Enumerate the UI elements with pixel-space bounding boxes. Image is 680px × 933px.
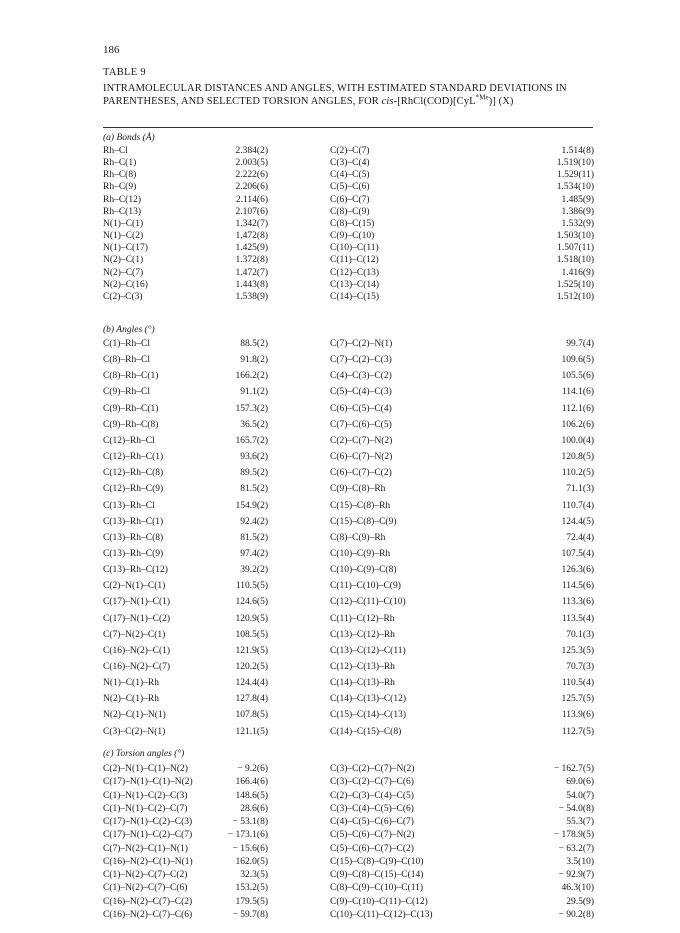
cell-right-value: 109.6(5): [561, 355, 594, 366]
cell-left-label: C(13)–Rh–C(8): [103, 532, 164, 543]
cell-left-label: N(1)–C(17): [103, 243, 148, 254]
caption-main: INTRAMOLECULAR DISTANCES AND ANGLES, WITH ESTIMATED STANDARD DEVIATIONS IN PARENTHESES, AND SELECTED TORSION ANGLES, FOR: [103, 83, 567, 107]
cell-right-value: 106.2(6): [561, 419, 594, 430]
cell-left-value: 81.5(2): [240, 484, 268, 495]
table-row: [0, 195, 680, 206]
cell-right-value: 1.514(8): [561, 146, 594, 156]
cell-left-label: C(3)–C(2)–N(1): [103, 726, 166, 737]
table-row: [0, 549, 680, 560]
caption-formula: -[RhCl(COD)[CyL: [393, 95, 476, 107]
cell-right-label: C(6)–C(5)–C(4): [330, 403, 392, 414]
cell-right-label: C(12)–C(13)–Rh: [330, 662, 395, 672]
cell-right-value: 114.5(6): [561, 581, 594, 592]
table-row: [0, 231, 680, 242]
cell-right-label: C(2)–C(7)–N(2): [330, 435, 393, 446]
cell-left-label: Rh–Cl: [103, 146, 128, 156]
cell-left-label: C(9)–Rh–C(8): [103, 419, 159, 430]
cell-left-label: N(1)–C(1): [103, 218, 144, 229]
cell-right-label: C(8)–C(15): [330, 218, 375, 229]
cell-right-label: C(14)–C(15): [330, 291, 380, 302]
cell-right-value: − 162.7(5): [553, 764, 594, 774]
cell-right-label: C(3)–C(4): [330, 158, 370, 169]
table-row: [0, 484, 680, 495]
cell-left-value: 179.5(5): [235, 896, 268, 907]
table-row: [0, 436, 680, 447]
cell-right-value: 120.8(5): [561, 452, 594, 463]
cell-left-label: C(17)–N(1)–C(2)–C(7): [103, 830, 193, 841]
cell-right-value: − 90.2(8): [558, 909, 594, 920]
cell-left-label: C(1)–N(1)–C(2)–C(3): [103, 790, 188, 801]
cell-right-label: C(14)–C(13)–C(12): [330, 694, 406, 705]
cell-left-label: Rh–C(8): [103, 170, 137, 181]
table-row: [0, 420, 680, 431]
table-row: [0, 910, 680, 921]
table-row: [0, 614, 680, 625]
cell-left-value: 88.5(2): [240, 339, 268, 349]
table-row: [0, 468, 680, 479]
cell-right-label: C(11)–C(12): [330, 255, 379, 266]
cell-left-value: 89.5(2): [240, 468, 268, 479]
cell-left-label: C(8)–Rh–Cl: [103, 355, 150, 366]
cell-left-label: N(2)–C(1)–Rh: [103, 694, 159, 705]
cell-right-label: C(10)–C(11)–C(12)–C(13): [330, 909, 433, 920]
table-row: [0, 517, 680, 528]
cell-right-value: 1.518(10): [556, 255, 594, 266]
table-row: [0, 727, 680, 738]
table-row: [0, 182, 680, 193]
cell-left-label: C(16)–N(2)–C(7): [103, 662, 171, 672]
cell-left-value: 1.425(9): [235, 243, 268, 254]
cell-right-label: C(12)–C(13): [330, 267, 380, 278]
table-row: [0, 207, 680, 218]
cell-left-value: 2.206(6): [235, 182, 268, 193]
cell-left-value: 39.2(2): [240, 565, 268, 576]
cell-right-value: − 63.2(7): [558, 843, 594, 854]
table-row: [0, 170, 680, 181]
cell-left-label: C(16)–N(2)–C(1): [103, 645, 171, 656]
cell-left-value: 1.443(8): [235, 279, 268, 290]
cell-right-label: C(4)–C(3)–C(2): [330, 371, 392, 382]
table-row: [0, 764, 680, 775]
section-angles-title: (b) Angles (°): [103, 325, 155, 335]
cell-left-value: 2.384(2): [235, 146, 268, 156]
cell-left-label: C(16)–N(2)–C(7)–C(2): [103, 896, 193, 907]
cell-right-label: C(7)–C(2)–C(3): [330, 355, 392, 366]
cell-right-label: C(13)–C(14): [330, 279, 380, 290]
cell-left-value: − 59.7(8): [232, 909, 268, 920]
table-row: [0, 883, 680, 894]
cell-right-label: C(15)–C(8)–C(9)–C(10): [330, 856, 424, 867]
cell-left-label: Rh–C(13): [103, 206, 141, 217]
cell-left-value: 91.1(2): [240, 387, 268, 398]
table-row: [0, 804, 680, 815]
cell-right-value: 110.5(4): [561, 678, 594, 689]
cell-left-value: 154.9(2): [235, 500, 268, 511]
cell-right-label: C(6)–C(7): [330, 194, 370, 205]
cell-right-value: 114.1(6): [561, 387, 594, 398]
cell-left-label: C(7)–N(2)–C(1): [103, 629, 166, 640]
cell-right-label: C(5)–C(6)–C(7)–C(2): [330, 843, 414, 854]
table-row: [0, 280, 680, 291]
cell-right-value: 105.5(6): [561, 371, 594, 382]
cell-left-label: C(2)–C(3): [103, 291, 143, 302]
cell-right-label: C(11)–C(12)–Rh: [330, 613, 395, 624]
cell-right-value: 54.0(7): [566, 790, 594, 801]
cell-right-value: 29.5(9): [566, 896, 594, 907]
table-row: [0, 565, 680, 576]
cell-left-label: C(1)–N(1)–C(2)–C(7): [103, 803, 188, 814]
cell-right-value: 124.4(5): [561, 516, 594, 527]
cell-left-value: − 9.2(6): [237, 764, 268, 774]
cell-right-value: 99.7(4): [566, 339, 594, 349]
table-row: [0, 452, 680, 463]
top-rule: [103, 127, 593, 128]
cell-right-label: C(9)–C(8)–Rh: [330, 484, 386, 495]
cell-right-value: 1.525(10): [556, 279, 594, 290]
cell-right-value: 70.7(3): [566, 662, 594, 672]
cell-left-value: 1.472(7): [235, 267, 268, 278]
cell-left-value: 97.4(2): [240, 548, 268, 559]
table-label: TABLE 9: [103, 67, 146, 78]
cell-left-value: 107.8(5): [235, 710, 268, 721]
cell-right-label: C(15)–C(8)–C(9): [330, 516, 397, 527]
cell-right-value: − 178.9(5): [553, 830, 594, 841]
cell-right-value: 113.3(6): [561, 597, 594, 608]
cell-left-label: Rh–C(9): [103, 182, 137, 193]
cell-left-value: 157.3(2): [235, 403, 268, 414]
cell-right-value: 1.485(9): [561, 194, 594, 205]
table-caption: [103, 83, 593, 108]
cell-left-value: 1.472(8): [235, 231, 268, 242]
cell-right-label: C(7)–C(2)–N(1): [330, 339, 393, 349]
cell-left-label: N(1)–C(2): [103, 231, 144, 242]
cell-left-label: C(17)–N(1)–C(2)–C(3): [103, 817, 193, 827]
table-row: [0, 630, 680, 641]
cell-left-value: 121.1(5): [235, 726, 268, 737]
cell-right-value: 112.1(6): [561, 403, 594, 414]
cell-right-value: 72.4(4): [566, 532, 594, 543]
section-torsion-title: (c) Torsion angles (°): [103, 749, 185, 759]
table-row: [0, 243, 680, 254]
cell-right-value: 1.507(11): [557, 243, 594, 254]
cell-left-label: C(1)–N(2)–C(7)–C(6): [103, 883, 188, 894]
cell-left-value: 2.222(6): [235, 170, 268, 181]
cell-right-value: 125.3(5): [561, 645, 594, 656]
table-row: [0, 292, 680, 303]
cell-left-value: 166.4(6): [235, 777, 268, 788]
table-row: [0, 777, 680, 788]
cell-right-value: 69.0(6): [566, 777, 594, 788]
cell-left-value: 81.5(2): [240, 532, 268, 543]
section-bonds-title: (a) Bonds (Å): [103, 133, 155, 143]
cell-right-label: C(3)–C(4)–C(5)–C(6): [330, 803, 414, 814]
cell-right-value: 71.1(3): [566, 484, 594, 495]
cell-left-label: Rh–C(1): [103, 158, 137, 169]
cell-right-label: C(6)–C(7)–C(2): [330, 468, 392, 479]
cell-right-value: 46.3(10): [561, 883, 594, 894]
table-row: [0, 255, 680, 266]
cell-right-label: C(3)–C(2)–C(7)–C(6): [330, 777, 414, 788]
cell-left-value: 2.003(5): [235, 158, 268, 169]
table-row: [0, 387, 680, 398]
cell-right-value: 107.5(4): [561, 548, 594, 559]
caption-italic: cis: [381, 95, 394, 107]
caption-superscript: *Me: [475, 93, 489, 102]
cell-left-label: C(16)–N(2)–C(1)–N(1): [103, 856, 193, 867]
cell-left-label: C(12)–Rh–Cl: [103, 435, 155, 446]
cell-right-label: C(8)–C(9)–Rh: [330, 532, 386, 543]
cell-left-label: C(12)–Rh–C(1): [103, 452, 164, 463]
cell-left-label: C(9)–Rh–Cl: [103, 387, 150, 398]
cell-left-value: 1.538(9): [235, 291, 268, 302]
table-row: [0, 268, 680, 279]
cell-left-label: C(9)–Rh–C(1): [103, 403, 159, 414]
cell-right-label: C(2)–C(7): [330, 146, 370, 156]
cell-left-label: C(1)–Rh–Cl: [103, 339, 150, 349]
table-row: [0, 581, 680, 592]
cell-left-value: 108.5(5): [235, 629, 268, 640]
table-row: [0, 857, 680, 868]
table-row: [0, 597, 680, 608]
cell-right-value: 1.529(11): [557, 170, 594, 181]
page-number: 186: [103, 44, 120, 56]
cell-right-label: C(11)–C(10)–C(9): [330, 581, 401, 592]
cell-left-label: C(13)–Rh–Cl: [103, 500, 155, 511]
cell-right-label: C(14)–C(13)–Rh: [330, 678, 395, 689]
cell-left-value: 121.9(5): [235, 645, 268, 656]
cell-left-value: 93.6(2): [240, 452, 268, 463]
cell-left-value: 120.2(5): [235, 662, 268, 672]
cell-right-value: − 92.9(7): [558, 870, 594, 880]
cell-left-value: 124.4(4): [235, 678, 268, 689]
cell-left-label: C(13)–Rh–C(1): [103, 516, 164, 527]
cell-left-value: 162.0(5): [235, 856, 268, 867]
cell-left-value: − 53.1(8): [232, 817, 268, 827]
cell-right-value: 55.3(7): [566, 817, 594, 827]
cell-left-label: C(16)–N(2)–C(7)–C(6): [103, 909, 193, 920]
cell-right-label: C(9)–C(10)–C(11)–C(12): [330, 896, 428, 907]
cell-right-label: C(8)–C(9): [330, 206, 370, 217]
cell-left-value: − 173.1(6): [227, 830, 268, 841]
cell-right-value: 1.534(10): [556, 182, 594, 193]
cell-left-label: C(13)–Rh–C(12): [103, 565, 168, 576]
cell-right-value: − 54.0(8): [558, 803, 594, 814]
cell-right-value: 110.7(4): [561, 500, 594, 511]
cell-left-label: C(17)–N(1)–C(1)–N(2): [103, 777, 193, 788]
cell-right-label: C(14)–C(15)–C(8): [330, 726, 402, 737]
cell-left-value: 165.7(2): [235, 435, 268, 446]
table-row: [0, 897, 680, 908]
cell-left-value: 28.6(6): [240, 803, 268, 814]
table-row: [0, 694, 680, 705]
cell-left-value: 1.342(7): [235, 218, 268, 229]
cell-right-label: C(2)–C(3)–C(4)–C(5): [330, 790, 414, 801]
cell-left-value: 166.2(2): [235, 371, 268, 382]
table-row: [0, 870, 680, 881]
cell-right-label: C(9)–C(8)–C(15)–C(14): [330, 870, 424, 880]
cell-right-value: 1.416(9): [561, 267, 594, 278]
cell-right-value: 70.1(3): [566, 629, 594, 640]
cell-right-value: 3.5(10): [566, 856, 594, 867]
cell-right-value: 100.0(4): [561, 435, 594, 446]
cell-left-value: 2.107(6): [235, 206, 268, 217]
table-row: [0, 817, 680, 828]
cell-left-value: 120.9(5): [235, 613, 268, 624]
cell-right-label: C(10)–C(11): [330, 243, 379, 254]
cell-left-label: C(13)–Rh–C(9): [103, 548, 164, 559]
cell-right-label: C(7)–C(6)–C(5): [330, 419, 392, 430]
cell-right-value: 1.519(10): [556, 158, 594, 169]
cell-left-value: 32.3(5): [240, 870, 268, 880]
table-row: [0, 646, 680, 657]
cell-left-value: 124.6(5): [235, 597, 268, 608]
cell-left-label: C(12)–Rh–C(8): [103, 468, 164, 479]
cell-left-value: − 15.6(6): [232, 843, 268, 854]
cell-left-value: 1.372(8): [235, 255, 268, 266]
cell-right-value: 125.7(5): [561, 694, 594, 705]
cell-left-value: 153.2(5): [235, 883, 268, 894]
table-row: [0, 404, 680, 415]
table-row: [0, 355, 680, 366]
cell-right-label: C(4)–C(5): [330, 170, 370, 181]
cell-left-label: Rh–C(12): [103, 194, 141, 205]
cell-right-label: C(13)–C(12)–C(11): [330, 645, 406, 656]
cell-left-label: C(7)–N(2)–C(1)–N(1): [103, 843, 188, 854]
cell-left-label: C(17)–N(1)–C(1): [103, 597, 171, 608]
cell-left-label: N(2)–C(16): [103, 279, 148, 290]
cell-right-label: C(6)–C(7)–N(2): [330, 452, 393, 463]
table-row: [0, 533, 680, 544]
table-row: [0, 830, 680, 841]
cell-right-label: C(12)–C(11)–C(10): [330, 597, 406, 608]
table-row: [0, 678, 680, 689]
cell-left-label: C(1)–N(2)–C(7)–C(2): [103, 870, 188, 880]
table-row: [0, 710, 680, 721]
table-row: [0, 791, 680, 802]
cell-left-label: N(2)–C(1)–N(1): [103, 710, 166, 721]
table-row: [0, 339, 680, 350]
cell-right-label: C(10)–C(9)–Rh: [330, 548, 391, 559]
cell-right-value: 126.3(6): [561, 565, 594, 576]
cell-left-label: C(8)–Rh–C(1): [103, 371, 159, 382]
table-row: [0, 844, 680, 855]
cell-left-label: C(2)–N(1)–C(1)–N(2): [103, 764, 188, 774]
cell-left-label: N(1)–C(1)–Rh: [103, 678, 159, 689]
caption-end: )] (X): [488, 95, 514, 107]
cell-right-label: C(5)–C(4)–C(3): [330, 387, 392, 398]
table-row: [0, 158, 680, 169]
cell-left-value: 36.5(2): [240, 419, 268, 430]
cell-left-value: 91.8(2): [240, 355, 268, 366]
cell-left-label: C(12)–Rh–C(9): [103, 484, 164, 495]
cell-left-label: C(17)–N(1)–C(2): [103, 613, 171, 624]
cell-right-value: 1.532(9): [561, 218, 594, 229]
cell-right-value: 110.2(5): [561, 468, 594, 479]
cell-left-value: 110.5(5): [235, 581, 268, 592]
table-row: [0, 371, 680, 382]
cell-left-label: C(2)–N(1)–C(1): [103, 581, 166, 592]
cell-right-label: C(5)–C(6): [330, 182, 370, 193]
cell-right-label: C(10)–C(9)–C(8): [330, 565, 397, 576]
cell-right-label: C(4)–C(5)–C(6)–C(7): [330, 817, 414, 827]
cell-right-label: C(3)–C(2)–C(7)–N(2): [330, 764, 415, 774]
cell-left-value: 92.4(2): [240, 516, 268, 527]
cell-right-value: 113.5(4): [561, 613, 594, 624]
cell-right-value: 113.9(6): [561, 710, 594, 721]
cell-right-label: C(15)–C(8)–Rh: [330, 500, 391, 511]
cell-left-value: 127.8(4): [235, 694, 268, 705]
cell-left-value: 148.6(5): [235, 790, 268, 801]
cell-right-value: 1.503(10): [556, 231, 594, 242]
cell-right-label: C(5)–C(6)–C(7)–N(2): [330, 830, 415, 841]
cell-right-label: C(13)–C(12)–Rh: [330, 629, 395, 640]
cell-right-value: 1.386(9): [561, 206, 594, 217]
table-row: [0, 662, 680, 673]
cell-right-label: C(8)–C(9)–C(10)–C(11): [330, 883, 424, 894]
cell-left-label: N(2)–C(7): [103, 267, 144, 278]
cell-left-label: N(2)–C(1): [103, 255, 144, 266]
cell-right-value: 1.512(10): [556, 291, 594, 302]
table-row: [0, 146, 680, 157]
cell-left-value: 2.114(6): [235, 194, 268, 205]
table-row: [0, 501, 680, 512]
cell-right-label: C(15)–C(14)–C(13): [330, 710, 406, 721]
cell-right-label: C(9)–C(10): [330, 231, 375, 242]
table-row: [0, 219, 680, 230]
cell-right-value: 112.7(5): [561, 726, 594, 737]
